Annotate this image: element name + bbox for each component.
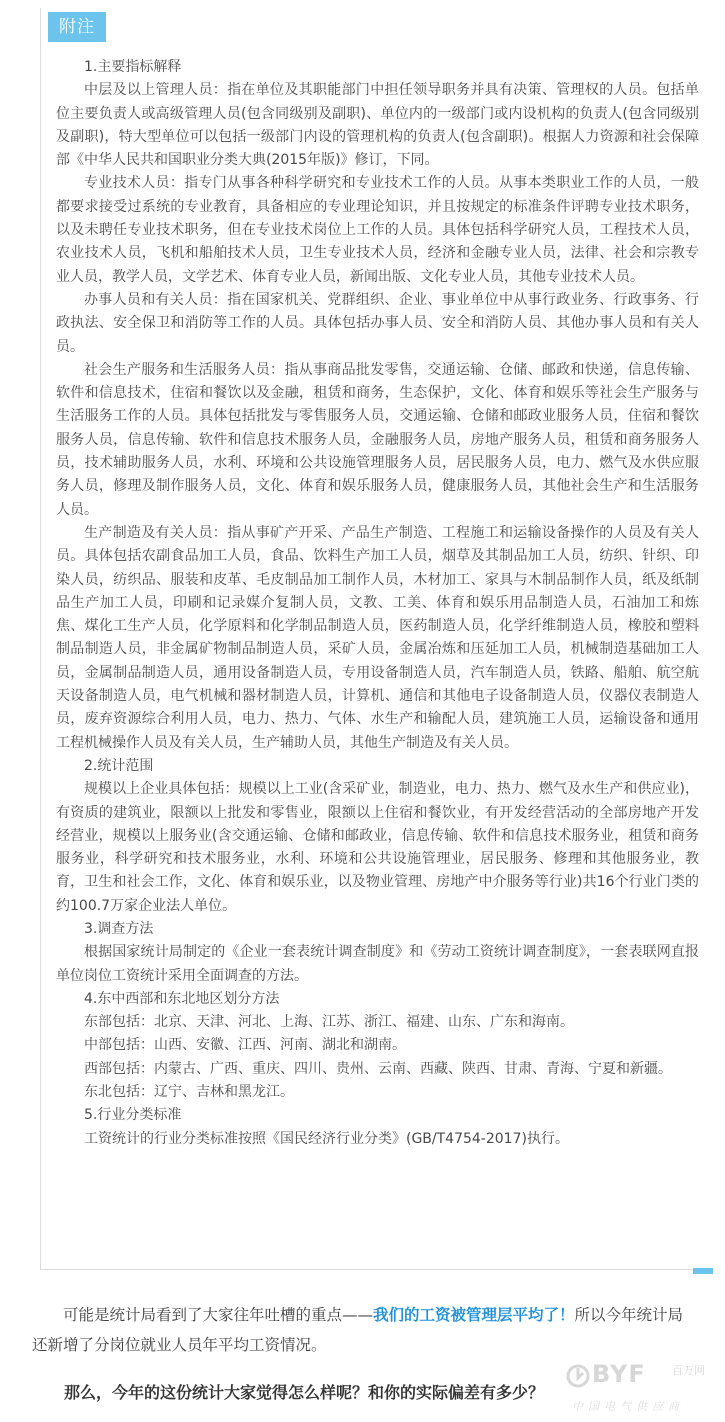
closing-question: 那么，今年的这份统计大家觉得怎么样呢？和你的实际偏差有多少？ (64, 1383, 545, 1402)
body-paragraph (32, 1300, 696, 1360)
note-paragraph: 专业技术人员：指专门从事各种科学研究和专业技术工作的人员。从事本类职业工作的人员，一般都要求接受过系统的专业教育，具备相应的专业理论知识，并且按规定的标准条件评聘专业技术职务，以及未聘任专业技术职务，但在专业技术岗位上工作的人员。具体包括科学研究人员，工程技术人员，农业技术人员，飞机和船舶技术人员，卫生专业技术人员，经济和金融专业人员，法律、社会和宗教专业人员，教学人员，文学艺术、体育专业人员，新闻出版、文化专业人员，其他专业技术人员。 (56, 175, 699, 285)
watermark (566, 1360, 716, 1420)
watermark-logo-icon (566, 1364, 590, 1388)
watermark-brand: BYF (592, 1360, 646, 1388)
note-paragraph: 办事人员和有关人员：指在国家机关、党群组织、企业、事业单位中从事行政业务、行政事务、行政执法、安全保卫和消防等工作的人员。具体包括办事人员、安全和消防人员、其他办事人员和有关人员。 (56, 291, 699, 355)
note-paragraph: 规模以上企业具体包括：规模以上工业(含采矿业，制造业，电力、热力、燃气及水生产和供应业)，有资质的建筑业，限额以上批发和零售业，限额以上住宿和餐饮业，有开发经营活动的全部房地产开发经营业，规模以上服务业(含交通运输、仓储和邮政业，信息传输、软件和信息技术服务业，租赁和商务服务业，科学研究和技术服务业，水利、环境和公共设施管理业，居民服务、修理和其他服务业，教育，卫生和社会工作，文化、体育和娱乐业，以及物业管理、房地产中介服务等行业)共16个行业门类的约100.7万家企业法人单位。 (56, 781, 699, 914)
note-paragraph: 东部包括：北京、天津、河北、上海、江苏、浙江、福建、山东、广东和海南。 (84, 1014, 574, 1031)
watermark-tagline: 中国电气供应商 (572, 1400, 684, 1413)
note-paragraph: 中层及以上管理人员：指在单位及其职能部门中担任领导职务并具有决策、管理权的人员。包括单位主要负责人或高级管理人员(包含同级别及副职)、单位内的一级部门或内设机构的负责人(包含同级别及副职)，特大型单位可以包括一级部门内设的管理机构的负责人(包含副职)。根据人力资源和社会保障部《中华人民共和国职业分类大典(2015年版)》修订，下同。 (56, 82, 699, 169)
note-heading: 2.统计范围 (84, 757, 154, 774)
note-tab: 附注 (48, 12, 106, 42)
body-text-after: 所以今年统计局还新增了分岗位就业人员年平均工资情况。 (32, 1306, 684, 1354)
note-heading: 4.东中西部和东北地区划分方法 (84, 990, 280, 1007)
note-corner-accent (693, 1268, 713, 1274)
body-highlight: 我们的工资被管理层平均了！ (373, 1306, 575, 1324)
note-paragraph: 中部包括：山西、安徽、江西、河南、湖北和湖南。 (84, 1037, 406, 1054)
body-text-before: 可能是统计局看到了大家往年吐槽的重点—— (63, 1306, 374, 1324)
note-heading: 3.调查方法 (84, 920, 154, 937)
note-paragraph: 工资统计的行业分类标准按照《国民经济行业分类》(GB/T4754-2017)执行。 (84, 1130, 569, 1147)
note-paragraph: 生产制造及有关人员：指从事矿产开采、产品生产制造、工程施工和运输设备操作的人员及有关人员。具体包括农副食品加工人员，食品、饮料生产加工人员，烟草及其制品加工人员，纺织、针织、印染人员，纺织品、服装和皮革、毛皮制品加工制作人员，木材加工、家具与木制品制作人员，纸及纸制品生产加工人员，印刷和记录媒介复制人员，文教、工美、体育和娱乐用品制造人员，石油加工和炼焦、煤化工生产人员，化学原料和化学制品制造人员，医药制造人员，化学纤维制造人员，橡胶和塑料制品制造人员，非金属矿物制品制造人员，采矿人员，金属冶炼和压延加工人员，机械制造基础加工人员，金属制品制造人员，通用设备制造人员，专用设备制造人员，汽车制造人员，铁路、船舶、航空航天设备制造人员，电气机械和器材制造人员，计算机、通信和其他电子设备制造人员，仪器仪表制造人员，废弃资源综合利用人员，电力、热力、气体、水生产和输配人员，建筑施工人员，运输设备和通用工程机械操作人员及有关人员，生产辅助人员，其他生产制造及有关人员。 (56, 524, 699, 751)
note-paragraph: 社会生产服务和生活服务人员：指从事商品批发零售，交通运输、仓储、邮政和快递，信息传输、软件和信息技术，住宿和餐饮以及金融，租赁和商务，生态保护，文化、体育和娱乐等社会生产服务与生活服务工作的人员。具体包括批发与零售服务人员，交通运输、仓储和邮政业服务人员，住宿和餐饮服务人员，信息传输、软件和信息技术服务人员，金融服务人员，房地产服务人员，租赁和商务服务人员，技术辅助服务人员，水利、环境和公共设施管理服务人员，居民服务人员，电力、燃气及水供应服务人员，修理及制作服务人员，文化、体育和娱乐服务人员，健康服务人员，其他社会生产和生活服务人员。 (56, 361, 699, 518)
note-paragraph: 根据国家统计局制定的《企业一套表统计调查制度》和《劳动工资统计调查制度》，一套表联网直报单位岗位工资统计采用全面调查的方法。 (56, 944, 699, 984)
note-heading: 1.主要指标解释 (84, 59, 182, 75)
note-paragraph: 西部包括：内蒙古、广西、重庆、四川、贵州、云南、西藏、陕西、甘肃、青海、宁夏和新疆。 (84, 1060, 672, 1077)
watermark-brand-sub: 百万网 (672, 1364, 705, 1377)
note-content (56, 56, 699, 1151)
note-heading: 5.行业分类标准 (84, 1107, 182, 1124)
note-paragraph: 东北包括：辽宁、吉林和黑龙江。 (84, 1084, 294, 1101)
